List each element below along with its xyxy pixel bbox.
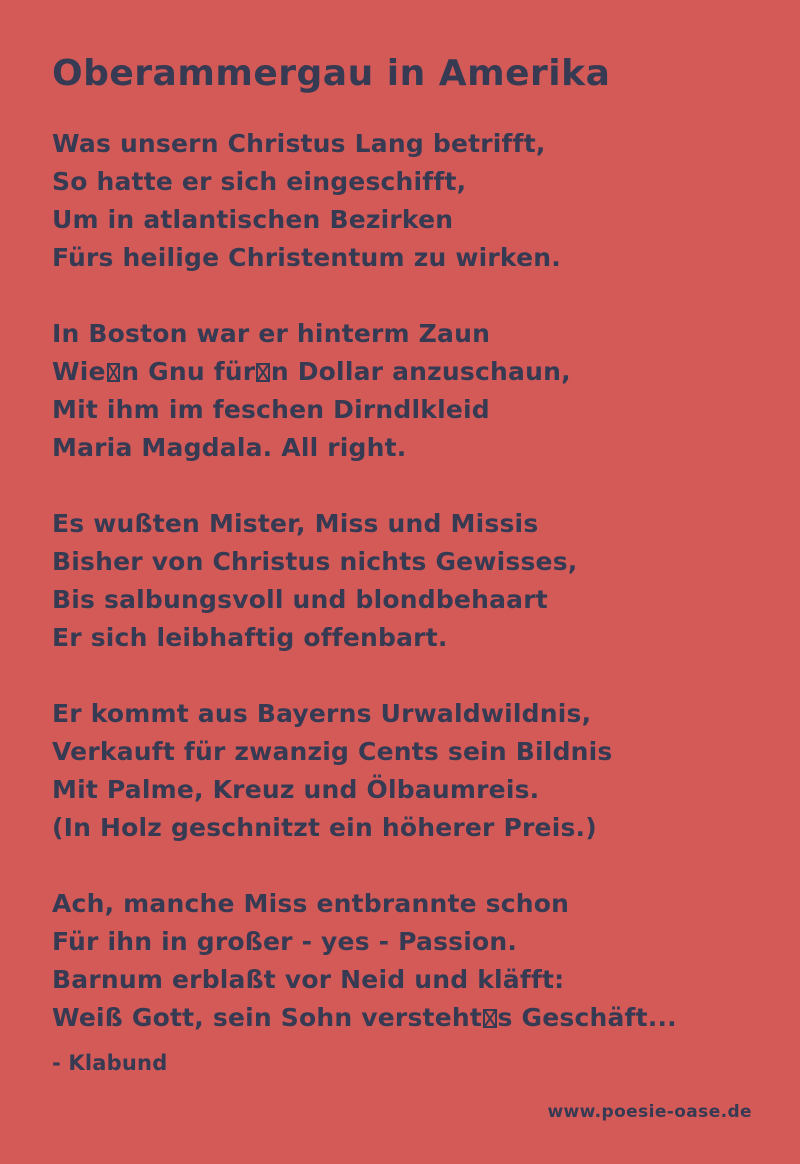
- stanza-2: [52, 315, 752, 467]
- poem-line: Es wußten Mister, Miss und Missis: [52, 509, 539, 538]
- poem-line: So hatte er sich eingeschifft,: [52, 167, 467, 196]
- poem-line: Für ihn in großer - yes - Passion.: [52, 927, 518, 956]
- poem-line: Barnum erblaßt vor Neid und kläfft:: [52, 965, 565, 994]
- website-watermark: www.poesie-oase.de: [547, 1102, 752, 1122]
- poem-line: Fürs heilige Christentum zu wirken.: [52, 243, 561, 272]
- poem-line: Er kommt aus Bayerns Urwaldwildnis,: [52, 699, 592, 728]
- missing-glyph-box-icon: [483, 1009, 497, 1028]
- author-attribution: - Klabund: [52, 1051, 168, 1075]
- poem-line: Was unsern Christus Lang betrifft,: [52, 129, 546, 158]
- poem-line: Ach, manche Miss entbrannte schon: [52, 889, 570, 918]
- page-title: Oberammergau in Amerika: [52, 53, 611, 94]
- stanza-1: [52, 125, 752, 277]
- stanza-3: [52, 505, 752, 657]
- stanza-4: [52, 695, 752, 847]
- poem-line: Mit ihm im feschen Dirndlkleid: [52, 395, 490, 424]
- poem-line: Bis salbungsvoll und blondbehaart: [52, 585, 548, 614]
- poem-line: Um in atlantischen Bezirken: [52, 205, 454, 234]
- poem-line: (In Holz geschnitzt ein höherer Preis.): [52, 813, 597, 842]
- poem-line: In Boston war er hinterm Zaun: [52, 319, 491, 348]
- poem-line: Weiß Gott, sein Sohn versteht s Geschäft...: [52, 1003, 677, 1032]
- poem-line: Verkauft für zwanzig Cents sein Bildnis: [52, 737, 613, 766]
- stanza-5: [52, 885, 752, 1037]
- poem-line: Bisher von Christus nichts Gewisses,: [52, 547, 578, 576]
- missing-glyph-box-icon: [107, 363, 121, 382]
- poem-line: Mit Palme, Kreuz und Ölbaumreis.: [52, 775, 540, 804]
- poem-line: Maria Magdala. All right.: [52, 433, 407, 462]
- poem-body: [52, 125, 752, 1079]
- poem-line: Wie n Gnu für n Dollar anzuschaun,: [52, 357, 571, 386]
- missing-glyph-box-icon: [256, 363, 270, 382]
- poem-line: Er sich leibhaftig offenbart.: [52, 623, 448, 652]
